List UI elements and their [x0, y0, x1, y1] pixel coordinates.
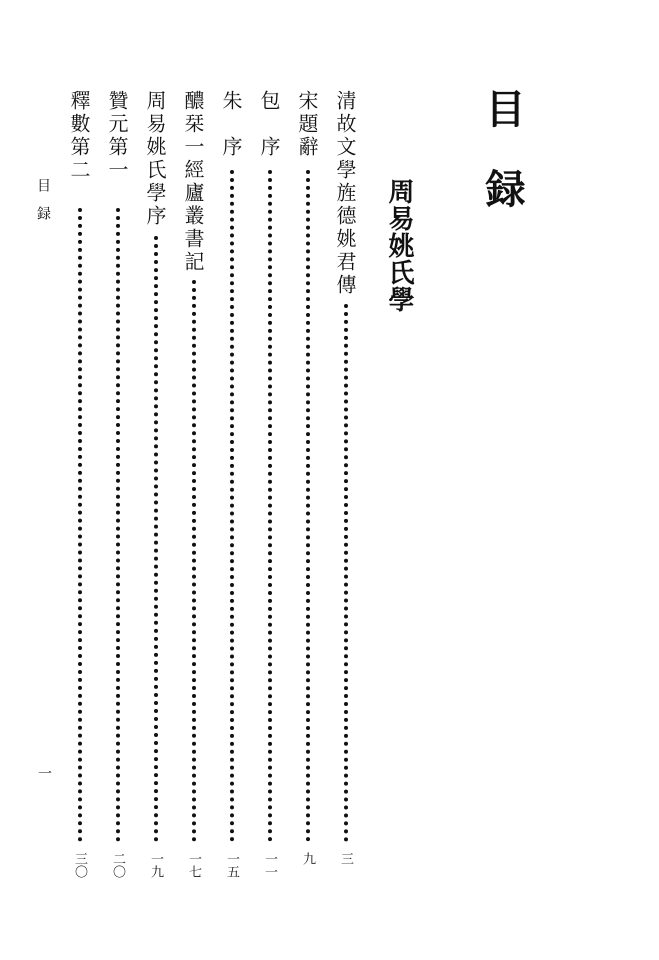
toc-entry — [335, 90, 359, 876]
toc-entry-page: 三〇 — [72, 852, 87, 878]
dot-leader — [230, 170, 240, 842]
dot-leader — [306, 170, 316, 842]
toc-entry-page: 三 — [338, 852, 353, 865]
dot-leader — [78, 208, 88, 842]
toc-entry — [259, 90, 283, 876]
dot-leader — [154, 236, 164, 842]
dot-leader — [192, 280, 202, 842]
toc-entry — [297, 90, 321, 876]
toc-entry-label: 包 序 — [257, 90, 281, 159]
toc-entry-label: 朱 序 — [219, 90, 243, 159]
toc-entry-page: 一七 — [186, 852, 201, 878]
toc-entry-page: 一一 — [262, 852, 277, 878]
toc-entry — [221, 90, 245, 876]
toc-entry — [107, 90, 131, 876]
toc-entry — [69, 90, 93, 876]
toc-entry-page: 二〇 — [110, 852, 125, 878]
toc-entry-label: 周易姚氏學序 — [143, 90, 167, 228]
book-title: 周易姚氏學 — [384, 178, 414, 313]
page-title: 目録 — [479, 88, 526, 248]
dot-leader — [268, 170, 278, 842]
toc-entry-label: 宋題辭 — [295, 90, 319, 159]
toc-entry — [145, 90, 169, 876]
toc-entry-label: 醲栞一經廬叢書記 — [181, 90, 205, 274]
page-number: 一 — [36, 766, 52, 780]
toc-entry-page: 九 — [300, 852, 315, 865]
toc-entry-page: 一五 — [224, 852, 239, 878]
dot-leader — [116, 208, 126, 842]
toc-entry-label: 釋數第二 — [67, 90, 91, 182]
toc-entry-label: 贊元第一 — [105, 90, 129, 182]
toc-entry — [183, 90, 207, 876]
toc-entry-page: 一九 — [148, 852, 163, 878]
dot-leader — [344, 304, 354, 842]
toc-entry-label: 清故文學旌德姚君傳 — [333, 90, 357, 297]
running-head: 目録 — [35, 178, 51, 234]
